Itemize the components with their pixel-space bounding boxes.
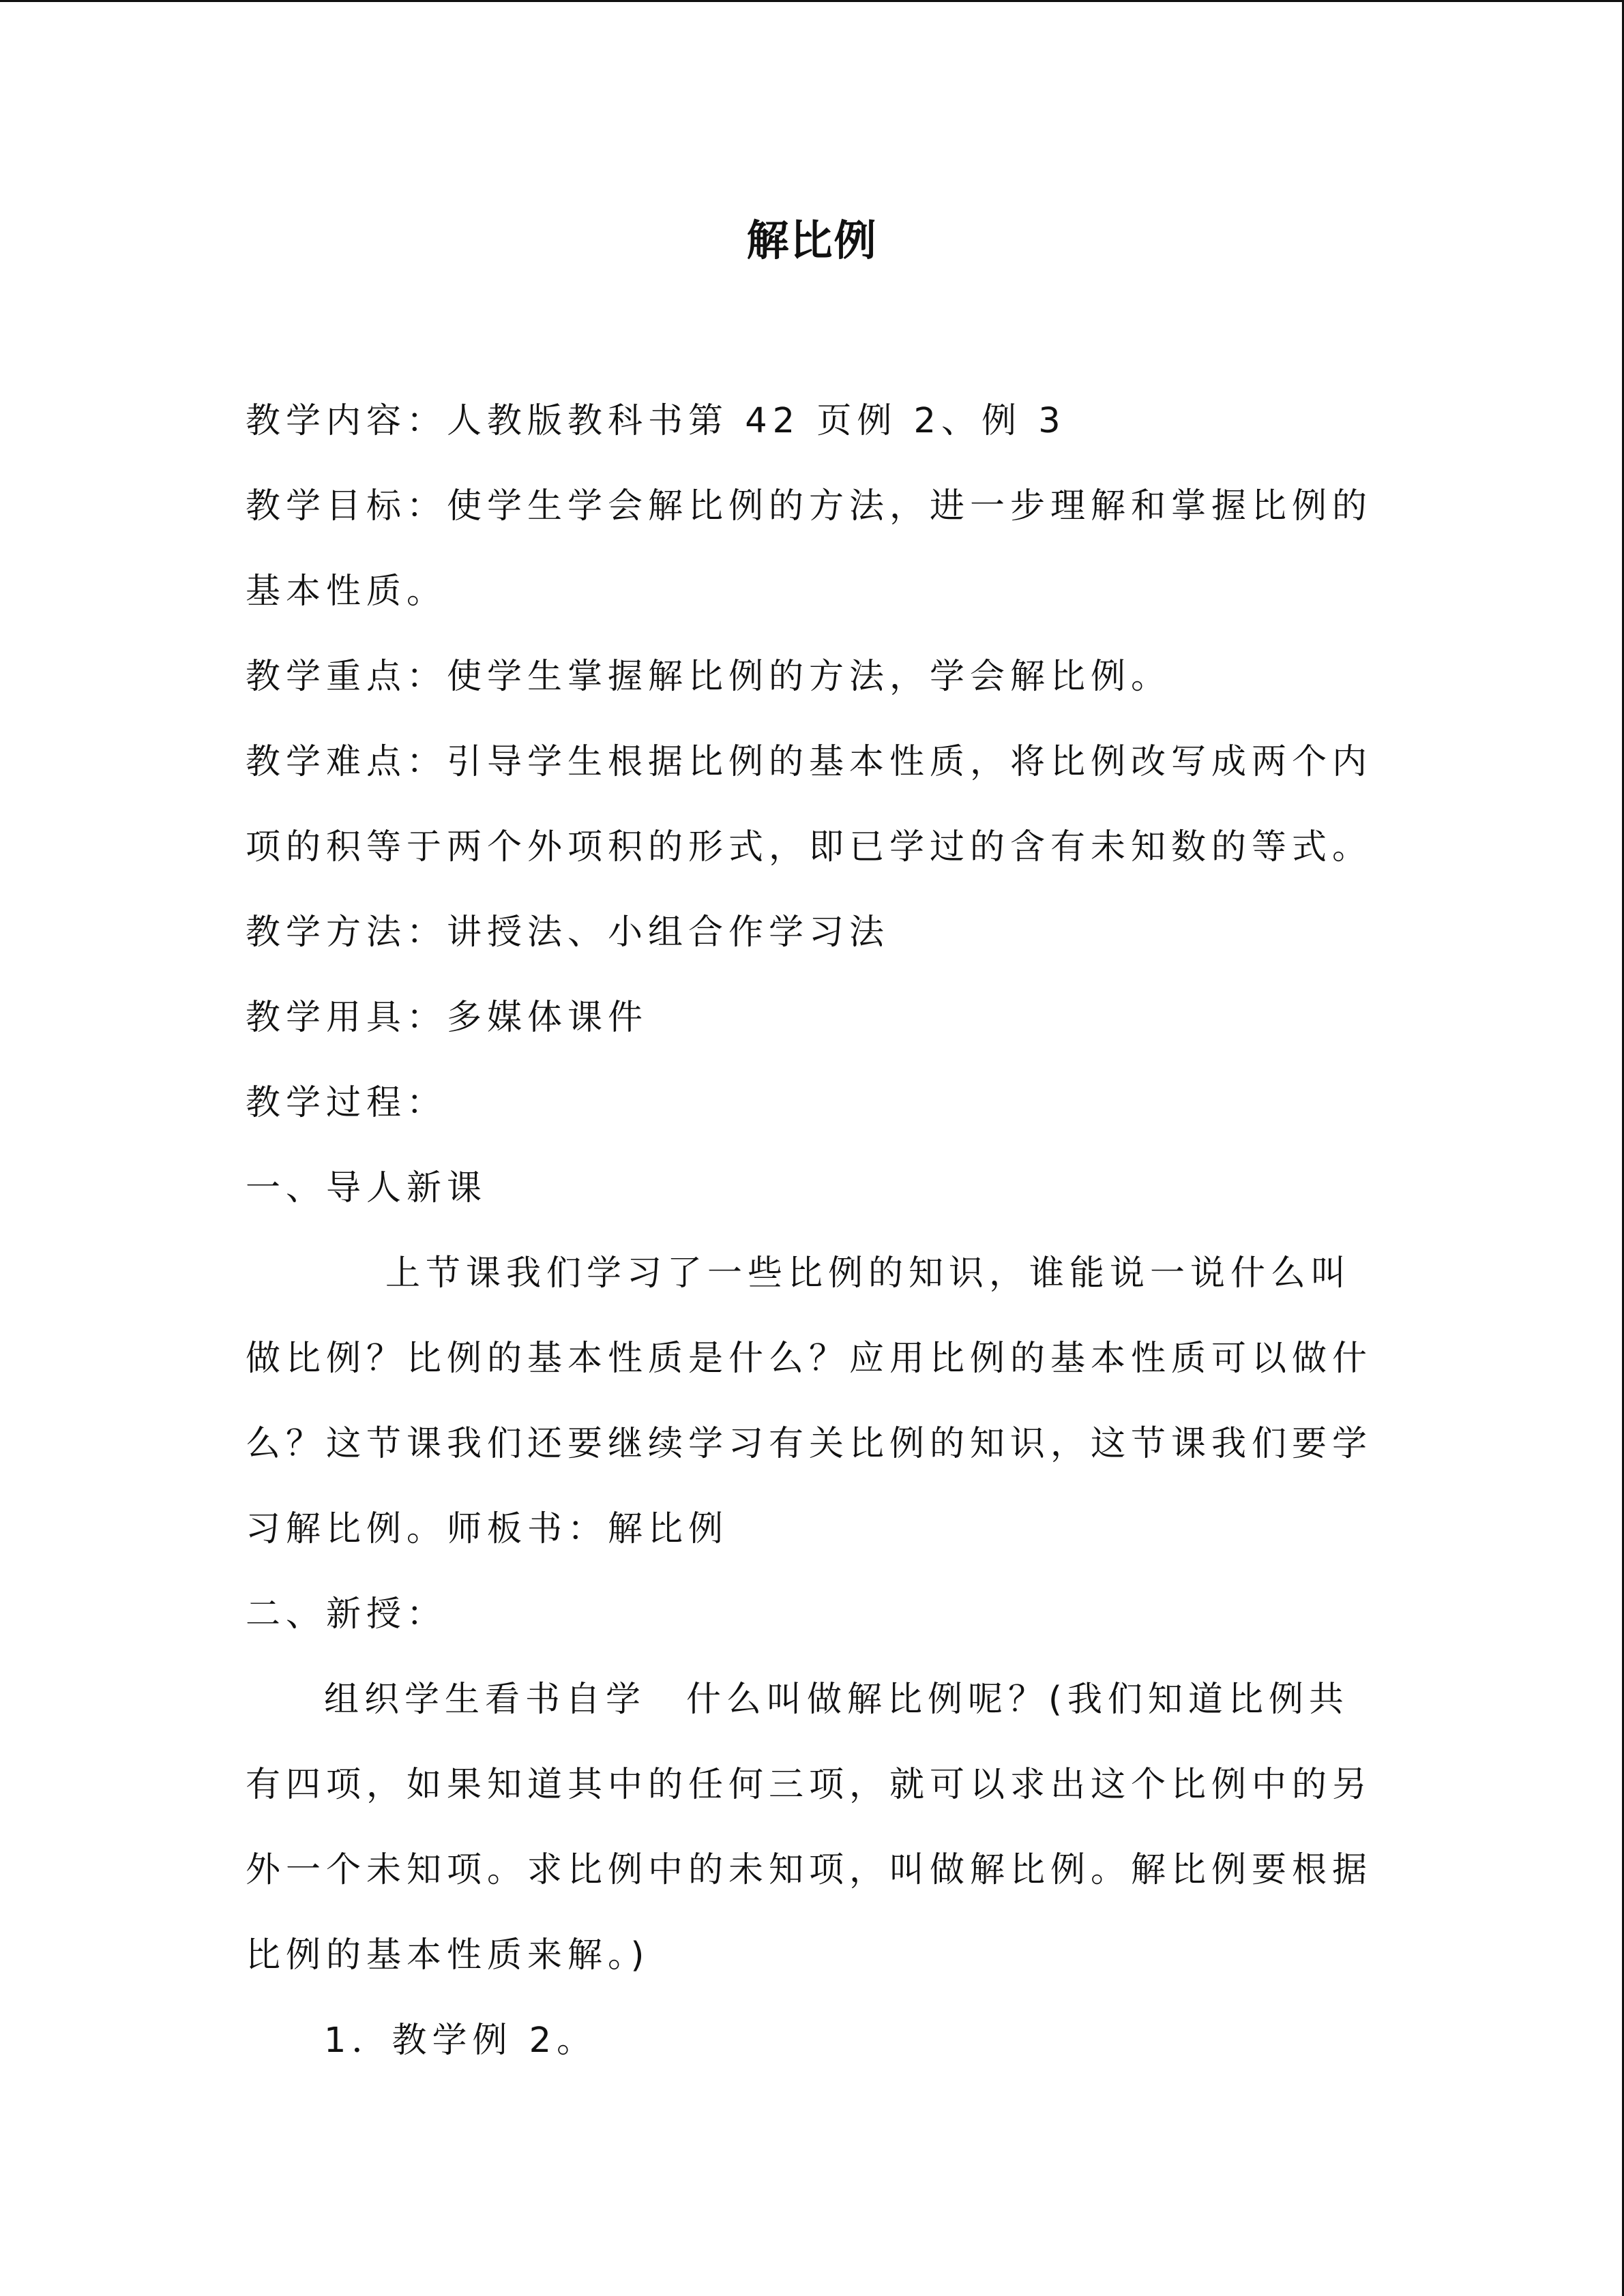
document-title: 解比例: [746, 215, 878, 265]
teaching-process: 教学过程：: [246, 1083, 447, 1123]
teaching-key-point: 教学重点：使学生掌握解比例的方法，学会解比例。: [246, 657, 1172, 697]
teaching-method: 教学方法：讲授法、小组合作学习法: [246, 912, 890, 953]
section-heading-1: 一、导人新课: [246, 1168, 488, 1208]
example-2-heading: 1．教学例 2。: [324, 2021, 597, 2061]
document-body: [246, 378, 1378, 2083]
self-study-paragraph: 组织学生看书自学 什么叫做解比例呢？(我们知道比例共有四项，如果知道其中的任何三项，就可以求出这个比例中的另外一个未知项。求比例中的未知项，叫做解比例。解比例要根据比例的基本性质来解。): [246, 1680, 1373, 1976]
teaching-objective: 教学目标：使学生学会解比例的方法，进一步理解和掌握比例的基本性质。: [246, 486, 1373, 612]
section-heading-2: 二、新授：: [246, 1594, 447, 1635]
intro-paragraph: 上节课我们学习了一些比例的知识，谁能说一说什么叫做比例？比例的基本性质是什么？应用比例的基本性质可以做什么？这节课我们还要继续学习有关比例的知识，这节课我们要学习解比例。师板书：解比例: [246, 1253, 1373, 1549]
teaching-content: 教学内容：人教版教科书第 42 页例 2、例 3: [246, 401, 1066, 441]
teaching-difficulty: 教学难点：引导学生根据比例的基本性质，将比例改写成两个内项的积等于两个外项积的形式，即已学过的含有未知数的等式。: [246, 742, 1373, 867]
teaching-tools: 教学用具：多媒体课件: [246, 998, 649, 1038]
